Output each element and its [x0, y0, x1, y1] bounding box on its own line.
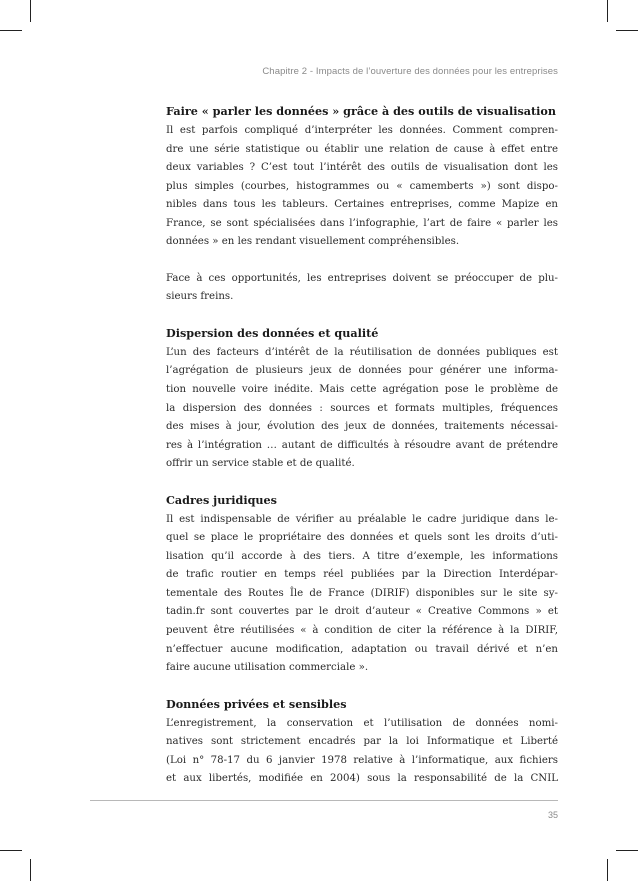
text-line: faire aucune utilisation commerciale ».	[166, 662, 369, 674]
text-line: quel se place le propriétaire des données et quels sont les droits d’uti-	[166, 532, 558, 544]
section-heading: Données privées et sensibles	[166, 696, 347, 711]
text-line: plus simples (courbes, histogrammes ou « camemberts ») sont dispo-	[166, 180, 558, 192]
running-header: Chapitre 2 - Impacts de l’ouverture des données pour les entreprises	[262, 66, 558, 77]
text-line: lisation qu’il accorde à des tiers. A titre d’exemple, les informations	[166, 550, 558, 562]
crop-mark-top-left	[0, 30, 22, 31]
section-heading: Faire « parler les données » grâce à des outils de visualisation	[166, 104, 557, 118]
crop-mark-bottom-left	[0, 850, 22, 851]
crop-mark-bottom-right	[616, 850, 638, 851]
paragraph	[166, 344, 558, 474]
text-line: et aux libertés, modifiée en 2004) sous la responsabilité de la CNIL	[166, 773, 558, 785]
text-line: sieurs freins.	[166, 291, 234, 303]
text-line: de trafic routier en temps réel publiées par la Direction Interdépar-	[166, 569, 558, 581]
text-line: Face à ces opportunités, les entreprises doivent se préoccuper de plu-	[166, 272, 558, 284]
text-line: deux variables ? C’est tout l’intérêt des outils de visualisation dont les	[166, 162, 558, 174]
text-line: l’agrégation de plusieurs jeux de données pour générer une informa-	[166, 365, 558, 377]
text-line: res à l’intégration … autant de difficultés à résoudre avant de prétendre	[166, 439, 558, 451]
text-line: tementale des Routes Île de France (DIRIF) disponibles sur le site sy-	[166, 587, 558, 599]
section-donnees-privees	[166, 693, 558, 789]
paragraph	[166, 715, 558, 789]
text-line: offrir un service stable et de qualité.	[166, 458, 355, 470]
text-line: la dispersion des données : sources et formats multiples, fréquences	[166, 402, 558, 414]
crop-mark-top-left	[30, 0, 31, 22]
text-line: peuvent être réutilisées « à condition de citer la référence à la DIRIF,	[166, 625, 558, 637]
text-line: tion nouvelle voire inédite. Mais cette agrégation pose le problème de	[166, 384, 558, 396]
text-line: Il est parfois compliqué d’interpréter les données. Comment compren-	[166, 125, 558, 136]
crop-mark-bottom-right	[607, 859, 608, 881]
section-cadres-juridiques	[166, 489, 558, 678]
crop-mark-top-right	[616, 30, 638, 31]
text-line: natives sont strictement encadrés par la loi Informatique et Liberté	[166, 736, 558, 748]
text-line: France, se sont spécialisées dans l’infographie, l’art de faire « parler les	[166, 217, 558, 229]
paragraph	[166, 122, 558, 252]
section-heading: Dispersion des données et qualité	[166, 325, 379, 340]
crop-mark-bottom-left	[30, 859, 31, 881]
text-line: des mises à jour, évolution des jeux de données, traitements nécessai-	[166, 421, 558, 433]
text-line: L’enregistrement, la conservation et l’utilisation de données nomi-	[166, 717, 558, 729]
section-visualisation	[166, 100, 558, 252]
text-line: tadin.fr sont couvertes par le droit d’auteur « Creative Commons » et	[166, 606, 558, 618]
page-number: 35	[547, 810, 558, 820]
text-line: L’un des facteurs d’intérêt de la réutilisation de données publiques est	[166, 346, 558, 358]
footer-divider	[90, 800, 558, 801]
text-line: Il est indispensable de vérifier au préalable le cadre juridique dans le-	[166, 513, 558, 525]
text-line: données » en les rendant visuellement compréhensibles.	[166, 236, 460, 248]
text-line: (Loi n° 78-17 du 6 janvier 1978 relative à l’informatique, aux fichiers	[166, 754, 558, 766]
section-dispersion	[166, 322, 558, 474]
text-line: nibles dans tous les tableurs. Certaines entreprises, comme Mapize en	[166, 199, 558, 211]
crop-mark-top-right	[607, 0, 608, 22]
section-freins	[166, 270, 558, 307]
text-line: n’effectuer aucune modification, adaptation ou travail dérivé et n’en	[166, 643, 558, 655]
paragraph	[166, 511, 558, 678]
paragraph	[166, 270, 558, 307]
page-body	[166, 100, 558, 789]
section-heading: Cadres juridiques	[166, 492, 277, 507]
text-line: dre une série statistique ou établir une relation de cause à effet entre	[166, 143, 558, 155]
